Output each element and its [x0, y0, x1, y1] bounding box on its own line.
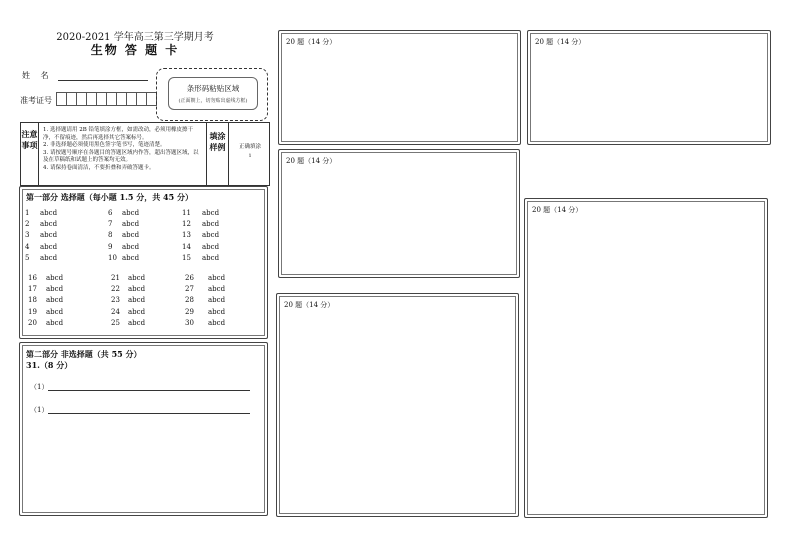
answer-options[interactable]: abcd [46, 274, 64, 282]
notice-rules [43, 127, 203, 173]
question-number: 27 [185, 285, 194, 294]
exam-title: 2020-2021 学年高三第三学期月考 [56, 32, 214, 43]
answer-options[interactable]: abcd [40, 242, 58, 251]
answer-options[interactable]: abcd [122, 242, 140, 251]
barcode-label-box [168, 77, 258, 110]
notice-rule: 3. 请按题号顺序在各题目的答题区域内作答，超出答题区域，以及在草稿纸和试题上的答案均无效。 [43, 149, 199, 164]
q31-title: 31.（8 分） [26, 360, 73, 370]
answer-box-b[interactable] [278, 149, 520, 278]
id-label: 准考证号 [20, 96, 52, 105]
part1-title: 第一部分 选择题（每小题 1.5 分，共 45 分） [26, 192, 193, 202]
answer-box-b-title: 20 题（14 分） [286, 157, 337, 165]
answer-options[interactable]: abcd [208, 285, 226, 294]
notice-rule: 4. 请保持卷面清洁，不要折叠和弄破答题卡。 [43, 164, 155, 171]
question-number: 15 [182, 253, 191, 262]
answer-options[interactable]: abcd [208, 318, 226, 327]
sheet-title: 生物 答 题 卡 [90, 43, 180, 57]
answer-options[interactable]: abcd [202, 220, 220, 229]
answer-box-e-title: 20 题（14 分） [532, 206, 583, 214]
answer-options[interactable]: abcd [208, 307, 226, 316]
barcode-note: (正面朝上，切勿贴出虚线方框) [178, 98, 248, 104]
notice-rule: 1. 选择题请用 2B 铅笔填涂方框，如需改动，必须用橡皮擦干净，不留痕迹，然后再选择其它答案标号。 [43, 127, 194, 141]
answer-options[interactable]: abcd [202, 253, 220, 262]
question-number: 13 [182, 231, 191, 240]
question-number: 22 [111, 285, 120, 294]
answer-box-a[interactable] [278, 30, 521, 145]
non-choice-panel [19, 342, 268, 516]
multiple-choice-panel [19, 186, 268, 339]
question-number: 2 [25, 220, 30, 229]
answer-options[interactable]: abcd [40, 231, 58, 240]
question-number: 29 [185, 307, 194, 316]
answer-options[interactable]: abcd [40, 253, 58, 262]
notice-rule: 2. 非选择题必须使用黑色签字笔书写，笔迹清楚。 [43, 142, 166, 149]
question-number: 23 [111, 296, 120, 305]
answer-options[interactable]: abcd [122, 209, 140, 217]
question-number: 11 [182, 209, 191, 217]
q31-sub1-label: （1） [30, 383, 49, 391]
name-label: 姓 名 [22, 71, 53, 80]
answer-options[interactable]: abcd [46, 296, 64, 305]
answer-options[interactable]: abcd [40, 220, 58, 229]
question-number: 8 [108, 231, 113, 240]
answer-box-d-title: 20 题（14 分） [535, 38, 586, 46]
fill-example [231, 143, 269, 161]
question-number: 7 [108, 220, 113, 229]
question-number: 24 [111, 307, 120, 316]
answer-box-a-title: 20 题（14 分） [286, 38, 337, 46]
answer-box-c[interactable] [276, 293, 519, 517]
answer-options[interactable]: abcd [46, 285, 64, 294]
question-number: 17 [28, 285, 37, 294]
question-number: 30 [185, 318, 194, 327]
answer-box-d[interactable] [527, 30, 771, 145]
question-number: 9 [108, 242, 113, 251]
barcode-title: 条形码粘贴区域 [186, 84, 240, 93]
question-number: 21 [111, 274, 120, 282]
question-number: 5 [25, 253, 30, 262]
question-number: 4 [25, 242, 30, 251]
answer-options[interactable]: abcd [122, 253, 140, 262]
id-field[interactable] [56, 92, 156, 106]
answer-options[interactable]: abcd [208, 274, 226, 282]
q31-sub2-label: （1） [30, 406, 49, 414]
question-number: 25 [111, 318, 120, 327]
part2-title: 第二部分 非选择题（共 55 分） [26, 349, 142, 359]
question-number: 20 [28, 318, 37, 327]
answer-options[interactable]: abcd [46, 307, 64, 316]
question-number: 10 [108, 253, 117, 262]
answer-options[interactable]: abcd [122, 231, 140, 240]
question-number: 28 [185, 296, 194, 305]
correct-fill-label: 正确填涂 [238, 144, 261, 150]
answer-options[interactable]: abcd [128, 318, 146, 327]
answer-options[interactable]: abcd [202, 242, 220, 251]
q31-sub2-answer-line[interactable] [48, 413, 250, 414]
answer-options[interactable]: abcd [208, 296, 226, 305]
answer-options[interactable]: abcd [128, 307, 146, 316]
answer-box-e[interactable] [524, 198, 768, 518]
question-number: 12 [182, 220, 191, 229]
question-number: 16 [28, 274, 37, 282]
question-number: 6 [108, 209, 113, 217]
name-field[interactable] [58, 80, 148, 81]
question-number: 1 [25, 209, 30, 217]
question-number: 26 [185, 274, 194, 282]
answer-options[interactable]: abcd [128, 274, 146, 282]
answer-options[interactable]: abcd [202, 231, 220, 240]
notice-box [20, 122, 270, 186]
question-number: 14 [182, 242, 191, 251]
answer-box-c-title: 20 题（14 分） [284, 301, 335, 309]
answer-options[interactable]: abcd [128, 296, 146, 305]
fill-example-heading: 填涂样例 [206, 123, 229, 185]
correct-fill-mark: i [249, 153, 251, 159]
answer-options[interactable]: abcd [128, 285, 146, 294]
q31-sub1-answer-line[interactable] [48, 390, 250, 391]
answer-options[interactable]: abcd [122, 220, 140, 229]
answer-options[interactable]: abcd [40, 209, 58, 217]
question-number: 18 [28, 296, 37, 305]
question-number: 3 [25, 231, 30, 240]
answer-options[interactable]: abcd [46, 318, 64, 327]
question-number: 19 [28, 307, 37, 316]
answer-options[interactable]: abcd [202, 209, 220, 217]
notice-heading: 注意事项 [21, 123, 39, 185]
